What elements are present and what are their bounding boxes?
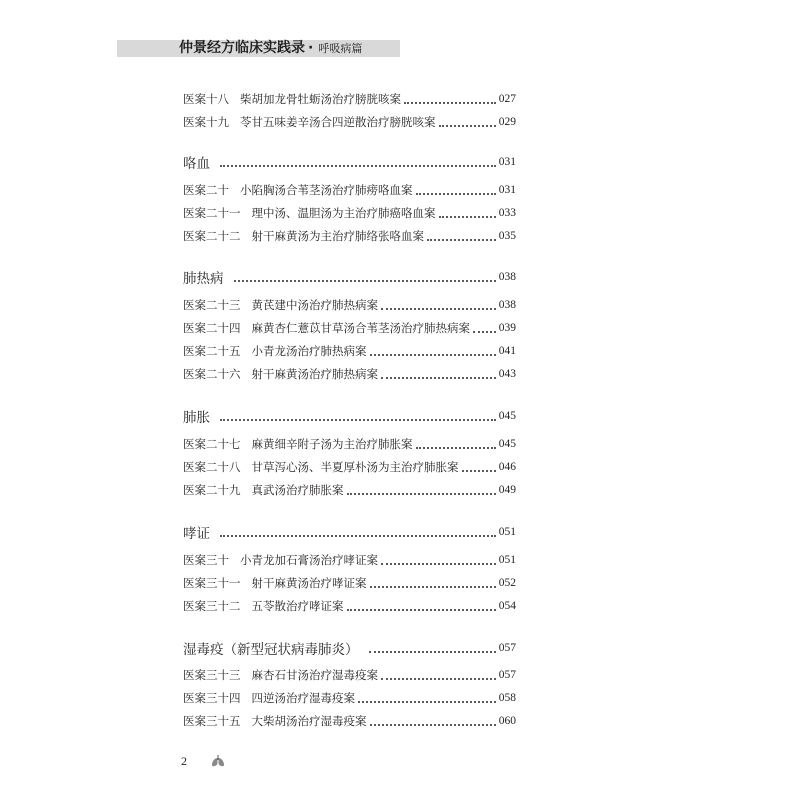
page-ref: 051 — [498, 526, 516, 538]
dot-leader — [347, 608, 496, 611]
dot-leader — [416, 192, 496, 195]
section-title: 肺胀 — [183, 410, 210, 426]
running-header — [179, 39, 362, 58]
case-number: 医案二十七 — [183, 437, 241, 451]
case-number: 医案二十二 — [183, 229, 241, 243]
case-title: 小陷胸汤合苇茎汤治疗肺痨咯血案 — [240, 183, 413, 197]
page-ref: 060 — [498, 715, 516, 727]
section-title: 肺热病 — [183, 271, 224, 287]
case-title: 麻黄细辛附子汤为主治疗肺胀案 — [251, 437, 413, 451]
dot-leader — [220, 418, 496, 421]
case-title: 小青龙加石膏汤治疗哮证案 — [240, 553, 378, 567]
toc-case-row[interactable] — [183, 575, 516, 591]
page-ref: 057 — [498, 642, 516, 654]
toc-case-row[interactable] — [183, 320, 516, 336]
case-title: 小青龙汤治疗肺热病案 — [251, 344, 367, 358]
toc-section-row[interactable] — [183, 267, 516, 287]
toc-case-row[interactable] — [183, 667, 516, 683]
case-number: 医案十八 — [183, 92, 229, 106]
page-ref: 045 — [498, 438, 516, 450]
case-number: 医案二十九 — [183, 483, 241, 497]
dot-leader — [462, 469, 496, 472]
case-number: 医案三十三 — [183, 668, 241, 682]
page-ref: 033 — [498, 207, 516, 219]
section-title: 咯血 — [183, 156, 210, 172]
case-title: 甘草泻心汤、半夏厚朴汤为主治疗肺胀案 — [251, 460, 459, 474]
toc-section-row[interactable] — [183, 522, 516, 542]
page-ref: 038 — [498, 271, 516, 283]
case-number: 医案二十五 — [183, 344, 241, 358]
toc-case-row[interactable] — [183, 228, 516, 244]
toc-case-row[interactable] — [183, 297, 516, 313]
page-ref: 045 — [498, 410, 516, 422]
case-number: 医案三十二 — [183, 599, 241, 613]
book-title: 仲景经方临床实践录 — [179, 40, 305, 56]
case-title: 柴胡加龙骨牡蛎汤治疗膀胱咳案 — [240, 92, 401, 106]
toc-section-row[interactable] — [183, 406, 516, 426]
page-ref: 029 — [498, 116, 516, 128]
section-title: 湿毒疫（新型冠状病毒肺炎） — [183, 642, 359, 658]
toc-case-row[interactable] — [183, 552, 516, 568]
toc-section-row[interactable] — [183, 638, 516, 658]
dot-leader — [439, 124, 496, 127]
dot-leader — [358, 700, 496, 703]
case-number: 医案三十五 — [183, 714, 241, 728]
case-title: 射干麻黄汤为主治疗肺络张咯血案 — [251, 229, 424, 243]
page-ref: 043 — [498, 368, 516, 380]
dot-leader — [370, 353, 496, 356]
page-ref: 041 — [498, 345, 516, 357]
toc-section-row[interactable] — [183, 152, 516, 172]
toc-case-row[interactable] — [183, 482, 516, 498]
page-ref: 027 — [498, 93, 516, 105]
toc-case-row[interactable] — [183, 598, 516, 614]
toc-case-row[interactable] — [183, 690, 516, 706]
toc-case-row[interactable] — [183, 91, 516, 107]
dot-leader — [220, 164, 496, 167]
header-separator: · — [308, 40, 314, 56]
dot-leader — [370, 723, 496, 726]
dot-leader — [370, 585, 496, 588]
case-number: 医案三十四 — [183, 691, 241, 705]
toc-case-row[interactable] — [183, 713, 516, 729]
toc-case-row[interactable] — [183, 343, 516, 359]
page-ref: 038 — [498, 299, 516, 311]
page-ref: 039 — [498, 322, 516, 334]
toc-case-row[interactable] — [183, 205, 516, 221]
lungs-icon — [211, 755, 225, 767]
case-title: 五苓散治疗哮证案 — [251, 599, 344, 613]
case-number: 医案二十一 — [183, 206, 241, 220]
case-title: 射干麻黄汤治疗肺热病案 — [251, 367, 378, 381]
page-ref: 054 — [498, 600, 516, 612]
dot-leader — [439, 215, 496, 218]
case-title: 苓甘五味姜辛汤合四逆散治疗膀胱咳案 — [240, 115, 436, 129]
book-subtitle: 呼吸病篇 — [318, 42, 363, 55]
case-title: 黄芪建中汤治疗肺热病案 — [251, 298, 378, 312]
case-number: 医案二十四 — [183, 321, 241, 335]
page-ref: 031 — [498, 184, 516, 196]
dot-leader — [473, 330, 496, 333]
dot-leader — [234, 279, 496, 282]
case-title: 大柴胡汤治疗湿毒疫案 — [251, 714, 367, 728]
dot-leader — [381, 677, 496, 680]
dot-leader — [347, 492, 496, 495]
page-number: 2 — [181, 754, 187, 768]
toc-case-row[interactable] — [183, 114, 516, 130]
toc-case-row[interactable] — [183, 366, 516, 382]
page-ref: 058 — [498, 692, 516, 704]
case-number: 医案二十八 — [183, 460, 241, 474]
case-number: 医案二十六 — [183, 367, 241, 381]
case-title: 射干麻黄汤治疗哮证案 — [251, 576, 367, 590]
case-number: 医案三十一 — [183, 576, 241, 590]
case-title: 麻杏石甘汤治疗湿毒疫案 — [251, 668, 378, 682]
dot-leader — [381, 376, 496, 379]
dot-leader — [427, 238, 496, 241]
page-ref: 046 — [498, 461, 516, 473]
dot-leader — [220, 534, 496, 537]
case-title: 四逆汤治疗湿毒疫案 — [251, 691, 355, 705]
section-title: 哮证 — [183, 526, 210, 542]
dot-leader — [381, 562, 496, 565]
case-title: 麻黄杏仁薏苡甘草汤合苇茎汤治疗肺热病案 — [251, 321, 470, 335]
toc-case-row[interactable] — [183, 182, 516, 198]
page-ref: 049 — [498, 484, 516, 496]
page-ref: 031 — [498, 156, 516, 168]
page-ref: 057 — [498, 669, 516, 681]
dot-leader — [416, 446, 496, 449]
case-number: 医案三十 — [183, 553, 229, 567]
toc-case-row[interactable] — [183, 459, 516, 475]
dot-leader — [404, 101, 496, 104]
dot-leader — [369, 650, 496, 653]
dot-leader — [381, 307, 496, 310]
page-ref: 052 — [498, 577, 516, 589]
case-title: 理中汤、温胆汤为主治疗肺癌咯血案 — [251, 206, 436, 220]
case-number: 医案二十三 — [183, 298, 241, 312]
case-number: 医案十九 — [183, 115, 229, 129]
page-ref: 051 — [498, 554, 516, 566]
page-ref: 035 — [498, 230, 516, 242]
case-title: 真武汤治疗肺胀案 — [251, 483, 344, 497]
toc-case-row[interactable] — [183, 436, 516, 452]
case-number: 医案二十 — [183, 183, 229, 197]
